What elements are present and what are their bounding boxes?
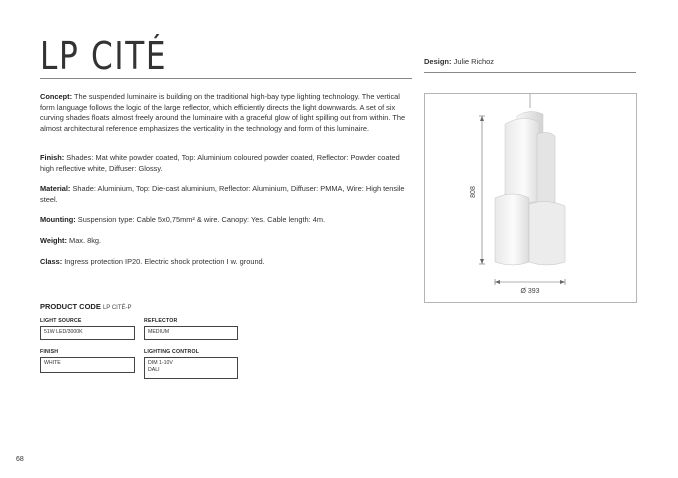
finish-label: Finish:: [40, 153, 65, 162]
finish-text: Shades: Mat white powder coated, Top: Aluminium coloured powder coated, Reflector: Powder coated high reflective white, Diffuser: Glossy.: [40, 153, 400, 173]
reflector-field: MEDIUM: [144, 326, 238, 340]
lighting-control-field: [144, 357, 238, 379]
class-label: Class:: [40, 257, 63, 266]
height-dimension-label: 808: [470, 186, 477, 198]
product-illustration: [424, 93, 637, 303]
shade-lower-right: [529, 201, 565, 265]
weight-section: [40, 236, 412, 247]
product-code-label: PRODUCT CODE: [40, 302, 101, 311]
lighting-control-option-dim: DIM 1-10V: [148, 360, 173, 366]
class-section: [40, 257, 412, 268]
weight-text: Max. 8kg.: [69, 236, 102, 245]
designer-divider: [424, 72, 636, 73]
weight-label: Weight:: [40, 236, 67, 245]
page-title: LP CITÉ: [40, 34, 168, 78]
class-text: Ingress protection IP20. Electric shock protection I w. ground.: [64, 257, 265, 266]
diameter-dimension-label: Ø 393: [520, 288, 540, 295]
mounting-section: [40, 215, 412, 226]
lighting-control-label: LIGHTING CONTROL: [144, 349, 200, 355]
material-section: [40, 184, 412, 205]
light-source-label: LIGHT SOURCE: [40, 318, 82, 324]
finish-section: [40, 153, 412, 174]
mounting-text: Suspension type: Cable 5x0,75mm² & wire. Canopy: Yes. Cable length: 4m.: [77, 215, 326, 224]
designer-name: Julie Richoz: [453, 57, 495, 66]
concept-section: [40, 92, 412, 134]
finish-field: WHITE: [40, 357, 135, 373]
material-text: Shade: Aluminium, Top: Die-cast aluminium, Reflector: Aluminium, Diffuser: PMMA, Wire: High tensile steel.: [40, 184, 405, 204]
page-number: 68: [16, 456, 24, 463]
luminaire-drawing: [425, 94, 636, 302]
shade-upper: [505, 118, 539, 202]
concept-label: Concept:: [40, 92, 73, 101]
designer-label: Design:: [424, 57, 452, 66]
finish-field-label: FINISH: [40, 349, 59, 355]
mounting-label: Mounting:: [40, 215, 76, 224]
lighting-control-option-dali: DALI: [148, 367, 160, 373]
light-source-field: 51W LED/3000K: [40, 326, 135, 340]
product-code-heading: [40, 302, 132, 311]
designer-credit: [424, 57, 494, 66]
concept-text: The suspended luminaire is building on the traditional high-bay type lighting technology. The vertical form language follows the logic of the large reflector, which efficiently directs the light downwards. A set of six curving shades floats almost freely around the luminaire with a graceful glow of light spilling out from within. The almost architectural reference emphasizes the verticality in the technology and form of this luminaire.: [40, 92, 406, 133]
title-divider: [40, 78, 412, 79]
shade-lower-left: [495, 194, 529, 265]
product-code-value: LP CITÉ-P: [102, 305, 132, 311]
reflector-label: REFLECTOR: [144, 318, 178, 324]
material-label: Material:: [40, 184, 71, 193]
